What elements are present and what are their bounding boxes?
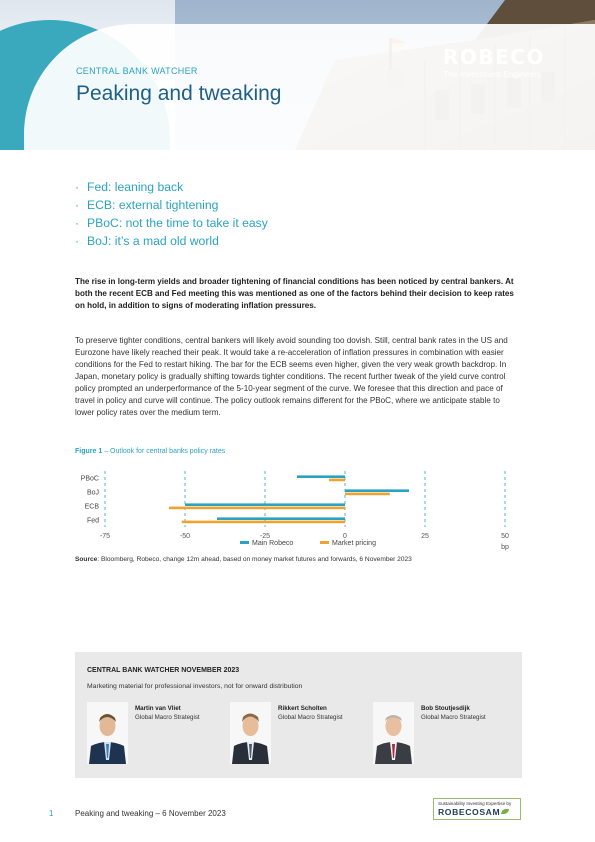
leaf-icon <box>501 809 509 814</box>
page-number: 1 <box>49 809 54 818</box>
page-title: Peaking and tweaking <box>76 82 282 105</box>
body-paragraph: To preserve tighter conditions, central bankers will likely avoid sounding too dovish. Still, central bank rates in the US and Eurozone have likely reached their peak. It would take a re-acceleration of inflation pressures in combination with easier conditions for the Fed to restart hiking. The bar for the ECB seems even higher, given the very weak growth backdrop. In Japan, monetary policy is gradually shifting towards tighter conditions. The recent further tweak of the yield curve control policy prompted an underperformance of the 5-10-year segment of the curve. We foresee that this direction and pace of travel in policy and curve will continue. The policy outlook remains different for the PBoC, where we anticipate stable to lower policy rates over the medium term. <box>75 336 508 417</box>
authors-subheading: Marketing material for professional investors, not for onward distribution <box>87 683 303 690</box>
x-tick-label: -50 <box>179 533 191 540</box>
author-photo <box>230 702 271 764</box>
bullet-icon: · <box>75 234 80 248</box>
bar-main-robeco <box>185 503 345 506</box>
robecosam-badge <box>433 798 521 820</box>
source-label: Source <box>75 556 98 563</box>
author-photo <box>373 702 414 764</box>
legend-swatch <box>240 541 249 544</box>
key-point <box>75 214 268 232</box>
legend-label: Main Robeco <box>252 540 294 547</box>
policy-rates-chart <box>75 465 515 555</box>
author-photo <box>87 702 128 764</box>
lead-paragraph: The rise in long-term yields and broader tightening of financial conditions has been noticed by central bankers. At both the recent ECB and Fed meeting this was mentioned as one of the factors behind their decision to keep rates on hold, in addition to signs of moderating inflation pressures. <box>75 277 514 310</box>
authors-heading: CENTRAL BANK WATCHER NOVEMBER 2023 <box>87 667 240 674</box>
bar-main-robeco <box>345 489 409 492</box>
bullet-icon: · <box>75 216 80 230</box>
category-label: Fed <box>86 517 99 525</box>
x-tick-label: -25 <box>259 533 271 540</box>
author-role: Global Macro Strategist <box>421 714 486 721</box>
figure-label: Figure <box>75 448 97 455</box>
bar-market-pricing <box>329 479 345 482</box>
key-point-text: BoJ: it’s a mad old world <box>87 234 219 248</box>
bar-main-robeco <box>217 517 345 520</box>
x-tick-label: 25 <box>421 533 429 540</box>
author-card <box>373 702 513 764</box>
figure-number: 1 <box>98 448 103 455</box>
category-label: BoJ <box>86 489 99 497</box>
key-point-text: ECB: external tightening <box>87 198 219 212</box>
category-label: PBoC <box>80 475 99 483</box>
chart-source <box>75 556 412 563</box>
bullet-icon: · <box>75 198 80 212</box>
author-name: Bob Stoutjesdijk <box>421 705 470 712</box>
legend-swatch <box>320 541 329 544</box>
author-role: Global Macro Strategist <box>135 714 200 721</box>
badge-brand-robeco: ROBECO <box>438 807 480 817</box>
legend-label: Market pricing <box>332 540 376 547</box>
badge-caption: Sustainability Investing Expertise by <box>438 801 512 806</box>
footer-title: Peaking and tweaking – 6 November 2023 <box>75 809 226 818</box>
author-card <box>230 702 370 764</box>
badge-brand <box>438 807 516 817</box>
series-eyebrow: CENTRAL BANK WATCHER <box>76 66 198 76</box>
badge-brand-sam: SAM <box>479 807 501 817</box>
author-name: Rikkert Scholten <box>278 705 327 712</box>
source-text: : Bloomberg, Robeco, change 12m ahead, based on money market futures and forwards, 6 November 2023 <box>97 556 412 563</box>
bullet-icon: · <box>75 180 80 194</box>
bar-market-pricing <box>169 507 345 510</box>
figure-caption <box>75 448 225 455</box>
category-label: ECB <box>84 503 99 511</box>
figure-description: – Outlook for central banks policy rates <box>104 448 226 455</box>
robeco-logo <box>443 45 545 79</box>
key-point <box>75 196 268 214</box>
x-tick-label: 0 <box>343 533 347 540</box>
author-name: Martin van Vliet <box>135 705 181 712</box>
authors-box <box>75 652 522 778</box>
author-role: Global Macro Strategist <box>278 714 343 721</box>
x-tick-label: -75 <box>99 533 111 540</box>
key-point-text: Fed: leaning back <box>87 180 184 194</box>
x-unit-label: bp <box>501 544 509 551</box>
author-card <box>87 702 227 764</box>
key-point-text: PBoC: not the time to take it easy <box>87 216 268 230</box>
x-tick-label: 50 <box>501 533 509 540</box>
logo-tagline: The Investment Engineers <box>443 70 541 79</box>
bar-market-pricing <box>345 493 390 496</box>
key-points-list <box>75 178 268 250</box>
logo-wordmark: ROBECO <box>443 45 545 69</box>
key-point <box>75 178 268 196</box>
bar-market-pricing <box>182 521 345 524</box>
key-point <box>75 232 268 250</box>
bar-main-robeco <box>297 475 345 478</box>
